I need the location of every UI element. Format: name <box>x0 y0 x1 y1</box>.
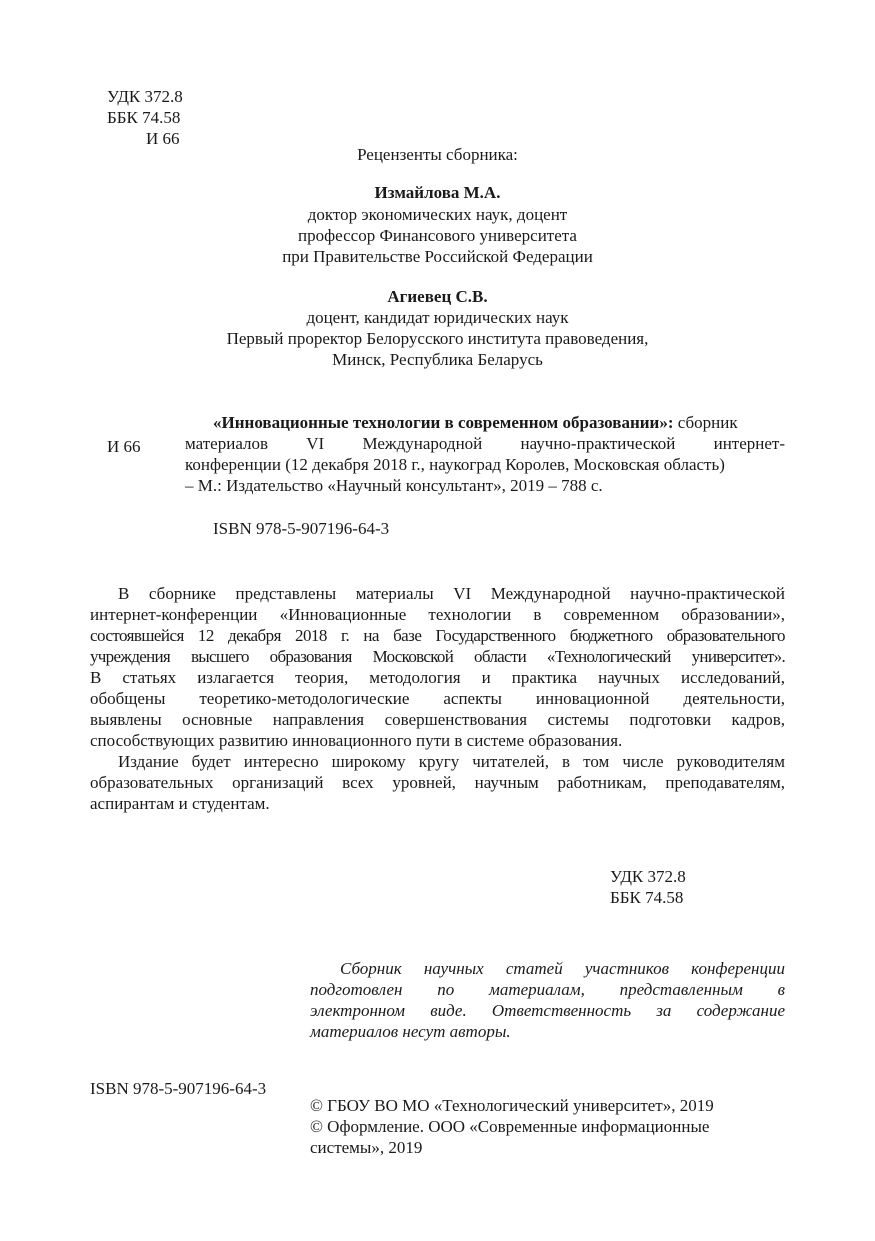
bib-title: «Инновационные технологии в современном образовании»: <box>213 413 674 432</box>
bib-isbn: ISBN 978-5-907196-64-3 <box>213 519 390 538</box>
bib-line: материалов VI Международной научно-практической интернет- <box>185 434 785 453</box>
annotation-line: обобщены теоретико-методологические аспекты инновационной деятельности, <box>90 689 785 708</box>
note-line: материалов несут авторы. <box>310 1022 511 1041</box>
reviewer-1-line: при Правительстве Российской Федерации <box>282 247 593 266</box>
reviewer-1-name: Измайлова М.А. <box>374 183 501 202</box>
note-line: подготовлен по материалам, представленным в <box>310 980 785 999</box>
annotation-line: состоявшейся 12 декабря 2018 г. на базе Государственного бюджетного образовательного <box>90 626 785 645</box>
annotation-line: В сборнике представлены материалы VI Международной научно-практической <box>118 584 785 603</box>
copyright-line: системы», 2019 <box>310 1138 423 1157</box>
note-line: электронном виде. Ответственность за содержание <box>310 1001 785 1020</box>
reviewer-2-name: Агиевец С.В. <box>387 287 488 306</box>
annotation-line: учреждения высшего образования Московской области «Технологический университет». <box>90 647 785 666</box>
reviewer-2-line: Минск, Республика Беларусь <box>332 350 543 369</box>
bib-line: конференции (12 декабря 2018 г., наукоград Королев, Московская область) <box>185 455 725 474</box>
udk-code: УДК 372.8 <box>107 87 183 106</box>
annotation-line: способствующих развитию инновационного пути в системе образования. <box>90 731 623 750</box>
annotation-line: Издание будет интересно широкому кругу читателей, в том числе руководителям <box>118 752 785 771</box>
bib-title-rest: сборник <box>673 413 738 432</box>
annotation-line: интернет-конференции «Инновационные технологии в современном образовании», <box>90 605 785 624</box>
author-sign: И 66 <box>146 129 180 148</box>
reviewer-1-line: доктор экономических наук, доцент <box>307 205 568 224</box>
bib-title-line <box>213 412 738 433</box>
annotation-line: В статьях излагается теория, методология и практика научных исследований, <box>90 668 785 687</box>
copyright-line: © Оформление. ООО «Современные информационные <box>310 1117 710 1136</box>
copyright-line: © ГБОУ ВО МО «Технологический университет», 2019 <box>310 1096 714 1115</box>
reviewer-2-line: Первый проректор Белорусского института правоведения, <box>226 329 649 348</box>
reviewer-1-line: профессор Финансового университета <box>298 226 577 245</box>
reviewer-2-line: доцент, кандидат юридических наук <box>306 308 569 327</box>
annotation-line: выявлены основные направления совершенствования системы подготовки кадров, <box>90 710 785 729</box>
udk-code-bottom: УДК 372.8 <box>610 867 686 886</box>
bib-line: – М.: Издательство «Научный консультант», 2019 – 788 с. <box>185 476 603 495</box>
annotation-line: аспирантам и студентам. <box>90 794 270 813</box>
reviewers-heading: Рецензенты сборника: <box>357 145 518 164</box>
annotation-line: образовательных организаций всех уровней, научным работникам, преподавателям, <box>90 773 785 792</box>
isbn-bottom: ISBN 978-5-907196-64-3 <box>90 1079 267 1098</box>
bbk-code: ББК 74.58 <box>107 108 181 127</box>
note-line: Сборник научных статей участников конференции <box>340 959 785 978</box>
bib-sign: И 66 <box>107 437 141 456</box>
bbk-code-bottom: ББК 74.58 <box>610 888 684 907</box>
